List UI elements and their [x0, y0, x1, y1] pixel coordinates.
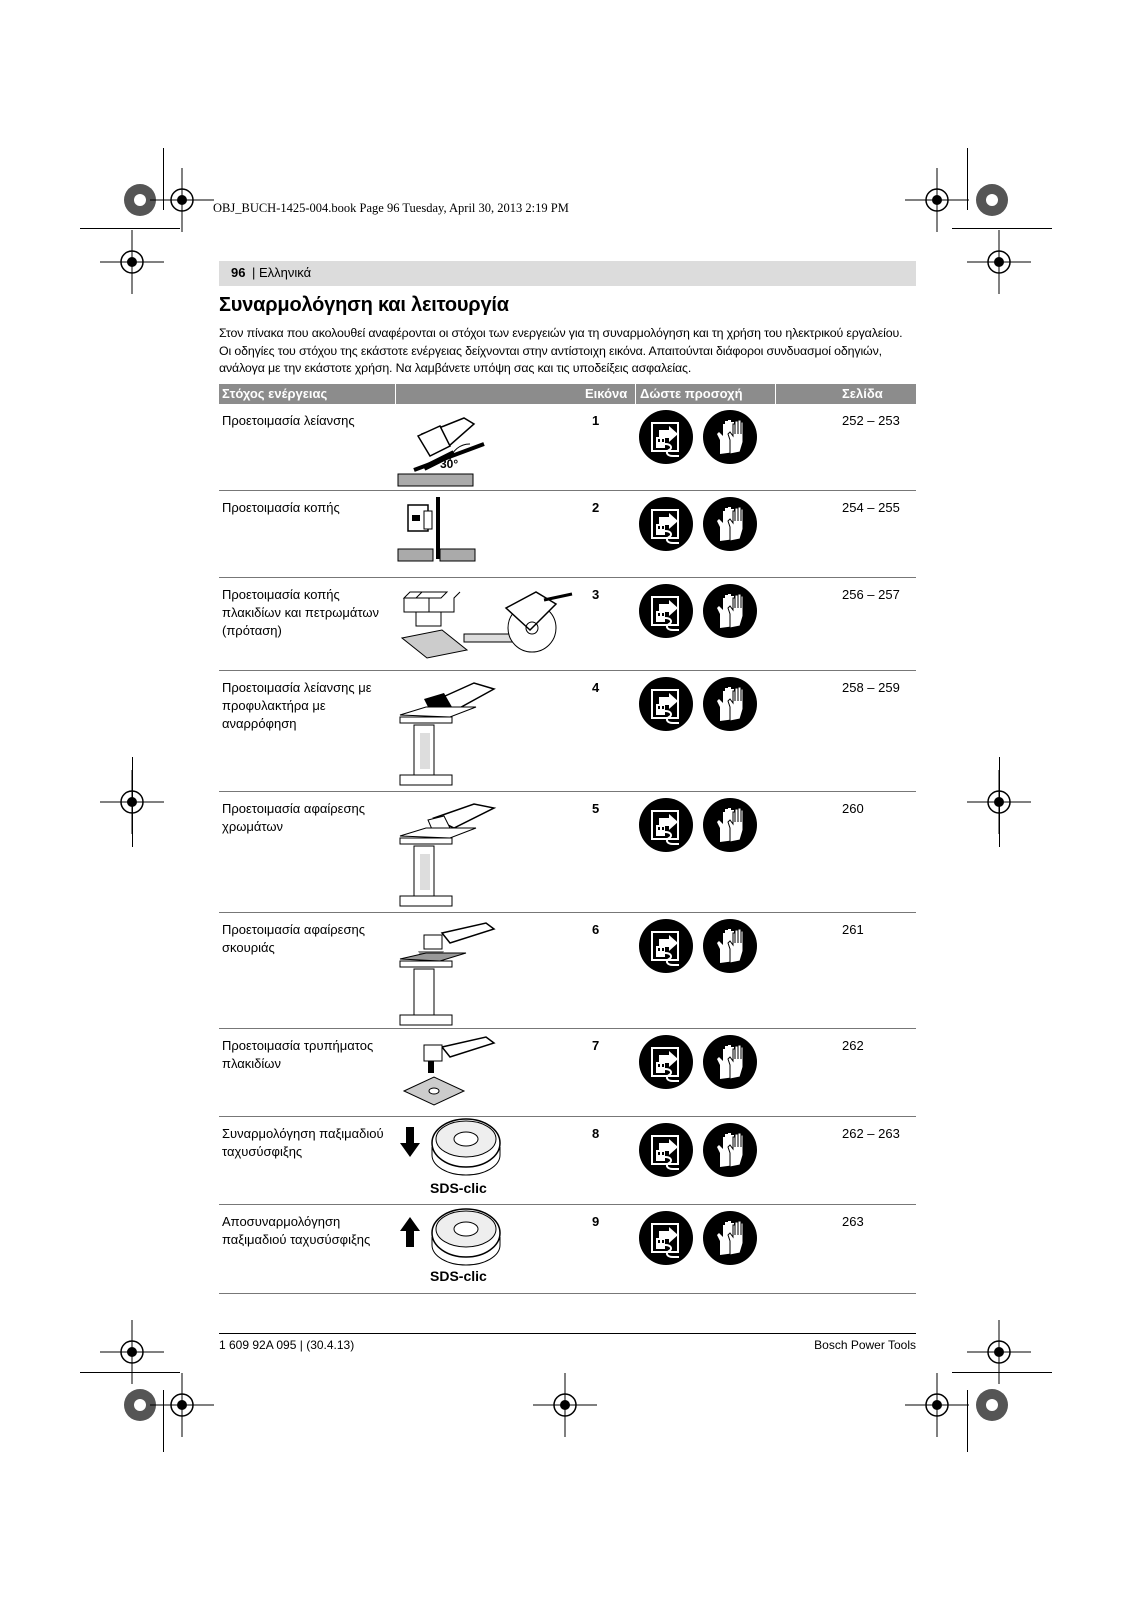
- crosshair-icon: [150, 1373, 214, 1437]
- row-page: 258 – 259: [842, 680, 900, 695]
- sds-clic-label: SDS-clic: [430, 1268, 487, 1284]
- unplug-icon: [639, 410, 695, 466]
- row-goal: Προετοιμασία κοπής πλακιδίων και πετρωμάτων (πρόταση): [222, 587, 379, 638]
- footer-doc-number: 1 609 92A 095 | (30.4.13): [219, 1338, 355, 1352]
- row-page: 262 – 263: [842, 1126, 900, 1141]
- table-row: [219, 792, 916, 913]
- page-language: | Ελληνικά: [252, 265, 312, 280]
- registration-target-icon: [960, 168, 1024, 232]
- row-page: 262: [842, 1038, 864, 1053]
- footer-divider: [219, 1333, 916, 1334]
- footer-brand: Bosch Power Tools: [814, 1338, 916, 1352]
- row-goal: Προετοιμασία αφαίρεσης σκουριάς: [222, 922, 365, 955]
- row-page: 261: [842, 922, 864, 937]
- row-page: 260: [842, 801, 864, 816]
- unplug-icon: [639, 677, 695, 733]
- tile-drilling-illustration: [394, 1029, 584, 1116]
- header-goal: Στόχος ενέργειας: [222, 386, 328, 401]
- gloves-icon: [703, 798, 759, 854]
- row-goal: Προετοιμασία λείανσης με προφυλακτήρα με αναρρόφηση: [222, 680, 372, 731]
- crosshair-icon: [533, 1373, 597, 1437]
- row-figure: 4: [592, 680, 600, 695]
- table-header: [219, 384, 916, 404]
- book-header: OBJ_BUCH-1425-004.book Page 96 Tuesday, April 30, 2013 2:19 PM: [213, 201, 569, 215]
- unplug-icon: [639, 497, 695, 553]
- arrow-down-icon: [400, 1127, 420, 1157]
- crosshair-icon: [150, 168, 214, 232]
- row-figure: 5: [592, 801, 600, 816]
- sds-clic-mount-illustration: [394, 1117, 584, 1204]
- row-figure: 7: [592, 1038, 600, 1053]
- row-page: 256 – 257: [842, 587, 900, 602]
- paint-removal-illustration: [394, 792, 584, 912]
- grinding-illustration: [394, 404, 584, 490]
- unplug-icon: [639, 798, 695, 854]
- gloves-icon: [703, 497, 759, 553]
- page-header-bar: [219, 261, 916, 286]
- row-goal: Προετοιμασία λείανσης: [222, 413, 355, 428]
- gloves-icon: [703, 584, 759, 640]
- table-row: [219, 913, 916, 1029]
- row-goal: Προετοιμασία αφαίρεσης χρωμάτων: [222, 801, 365, 834]
- unplug-icon: [639, 1123, 695, 1179]
- gloves-icon: [703, 410, 759, 466]
- angle-label: 30°: [440, 457, 459, 471]
- table-row: [219, 1029, 916, 1117]
- table-row: [219, 671, 916, 792]
- rust-removal-illustration: [394, 913, 584, 1028]
- row-goal: Προετοιμασία κοπής: [222, 500, 340, 515]
- arrow-up-icon: [400, 1217, 420, 1247]
- table-row: [219, 404, 916, 491]
- table-row: [219, 578, 916, 671]
- page-number: 96: [231, 265, 246, 280]
- tile-cutting-illustration: [394, 578, 589, 670]
- row-figure: 8: [592, 1126, 600, 1141]
- sds-clic-dismount-illustration: [394, 1205, 584, 1293]
- row-page: 252 – 253: [842, 413, 900, 428]
- gloves-icon: [703, 919, 759, 975]
- sds-clic-label: SDS-clic: [430, 1180, 487, 1196]
- row-figure: 3: [592, 587, 600, 602]
- row-goal: Συναρμολόγηση παξιμαδιού ταχυσύσφιξης: [222, 1126, 384, 1159]
- header-figure: Εικόνα: [585, 386, 628, 401]
- table-row: [219, 491, 916, 578]
- unplug-icon: [639, 584, 695, 640]
- table-row: [219, 1117, 916, 1205]
- row-figure: 2: [592, 500, 600, 515]
- row-figure: 6: [592, 922, 600, 937]
- crosshair-icon: [967, 230, 1031, 294]
- gloves-icon: [703, 677, 759, 733]
- intro-paragraph: Στον πίνακα που ακολουθεί αναφέρονται οι στόχοι των ενεργειών για τη συναρμολόγηση και τη χρήση του ηλεκτρικού εργαλείου. Οι οδηγίες του στόχου της εκάστοτε ενέργειας δείχνονται στην αντίστοιχη εικόνα. Απαιτούνται διάφοροι συνδυασμοί οδηγιών, ανάλογα με την εκάστοτε χρήση. Να λαμβάνετε υπόψη σας και τις υποδείξεις ασφαλείας.: [219, 326, 903, 375]
- gloves-icon: [703, 1211, 759, 1267]
- header-attention: Δώστε προσοχή: [640, 386, 743, 401]
- unplug-icon: [639, 919, 695, 975]
- row-figure: 9: [592, 1214, 600, 1229]
- section-title: Συναρμολόγηση και λειτουργία: [219, 294, 509, 316]
- row-goal: Προετοιμασία τρυπήματος πλακιδίων: [222, 1038, 374, 1071]
- grinding-guard-illustration: [394, 671, 584, 791]
- cutting-illustration: [394, 491, 584, 577]
- gloves-icon: [703, 1035, 759, 1091]
- crosshair-icon: [967, 1320, 1031, 1384]
- table-row: [219, 1205, 916, 1294]
- row-figure: 1: [592, 413, 600, 428]
- crosshair-icon: [100, 230, 164, 294]
- gloves-icon: [703, 1123, 759, 1179]
- header-page: Σελίδα: [842, 386, 883, 401]
- row-page: 254 – 255: [842, 500, 900, 515]
- row-page: 263: [842, 1214, 864, 1229]
- unplug-icon: [639, 1211, 695, 1267]
- unplug-icon: [639, 1035, 695, 1091]
- row-goal: Αποσυναρμολόγηση παξιμαδιού ταχυσύσφιξης: [222, 1214, 371, 1247]
